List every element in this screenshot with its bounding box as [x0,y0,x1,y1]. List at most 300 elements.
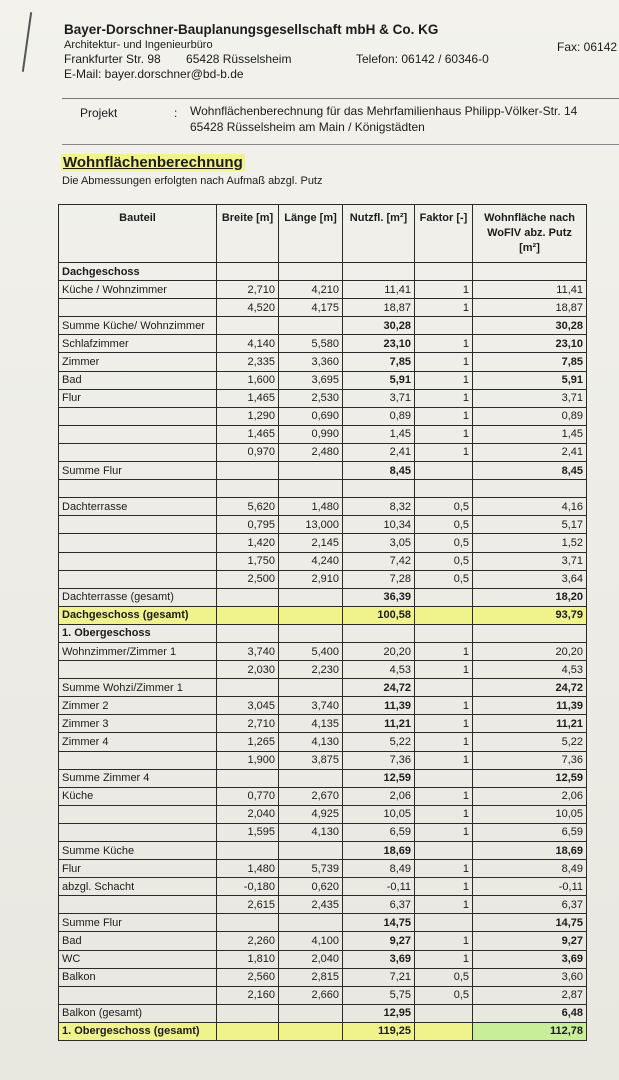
cell-nutzflaeche: 6,59 [343,823,415,841]
cell-wohnflaeche: 14,75 [473,914,587,932]
table-row [59,914,587,932]
table-row [59,263,587,281]
cell-laenge: 2,230 [279,661,343,679]
cell-faktor: 0,5 [415,498,473,516]
table-row [59,353,587,371]
cell-wohnflaeche: 7,36 [473,751,587,769]
table-row [59,443,587,461]
cell-faktor: 1 [415,661,473,679]
table-row [59,588,587,606]
cell-faktor: 1 [415,715,473,733]
cell-breite: 5,620 [217,498,279,516]
cell-wohnflaeche: 5,91 [473,371,587,389]
cell-breite: 2,710 [217,281,279,299]
company-fax: Fax: 06142 [557,40,618,54]
cell-faktor: 1 [415,697,473,715]
cell-breite: 2,500 [217,570,279,588]
cell-wohnflaeche [473,624,587,642]
cell-wohnflaeche: 7,85 [473,353,587,371]
cell-nutzflaeche: 30,28 [343,317,415,335]
cell-laenge: 5,580 [279,335,343,353]
cell-wohnflaeche: 3,60 [473,968,587,986]
table-row [59,299,587,317]
cell-laenge: 0,620 [279,878,343,896]
table-row [59,534,587,552]
cell-nutzflaeche: 36,39 [343,588,415,606]
cell-laenge [279,317,343,335]
cell-breite [217,480,279,498]
cell-nutzflaeche: 0,89 [343,407,415,425]
cell-nutzflaeche: 10,05 [343,805,415,823]
cell-breite: 4,140 [217,335,279,353]
cell-bauteil: Summe Wohzi/Zimmer 1 [59,679,217,697]
cell-breite: 1,900 [217,751,279,769]
cell-bauteil: Zimmer 4 [59,733,217,751]
table-row [59,425,587,443]
cell-laenge: 4,240 [279,552,343,570]
cell-nutzflaeche: 7,28 [343,570,415,588]
cell-faktor [415,624,473,642]
cell-wohnflaeche: 11,21 [473,715,587,733]
cell-faktor: 0,5 [415,552,473,570]
company-subtitle: Architektur- und Ingenieurbüro [64,39,213,51]
header-divider [62,98,619,99]
table-row [59,715,587,733]
table-row [59,606,587,624]
cell-nutzflaeche: 119,25 [343,1022,415,1040]
cell-bauteil: Schlafzimmer [59,335,217,353]
project-description: Wohnflächenberechnung für das Mehrfamilienhaus Philipp-Völker-Str. 14 [190,104,578,118]
cell-wohnflaeche: 18,69 [473,842,587,860]
cell-nutzflaeche: 2,41 [343,443,415,461]
cell-laenge: 3,360 [279,353,343,371]
cell-wohnflaeche: 3,71 [473,389,587,407]
cell-laenge [279,914,343,932]
table-row [59,1022,587,1040]
project-colon: : [174,106,178,120]
table-row [59,407,587,425]
cell-bauteil: Dachterrasse [59,498,217,516]
cell-nutzflaeche: 8,32 [343,498,415,516]
company-address [64,52,291,66]
cell-breite: 3,045 [217,697,279,715]
table-row [59,751,587,769]
cell-nutzflaeche: 11,41 [343,281,415,299]
cell-laenge [279,769,343,787]
cell-bauteil: Balkon (gesamt) [59,1004,217,1022]
cell-faktor: 1 [415,896,473,914]
cell-laenge: 4,130 [279,823,343,841]
cell-faktor: 0,5 [415,968,473,986]
cell-wohnflaeche: 24,72 [473,679,587,697]
cell-breite: 1,600 [217,371,279,389]
cell-nutzflaeche: 9,27 [343,932,415,950]
cell-breite: 1,810 [217,950,279,968]
cell-faktor [415,588,473,606]
cell-laenge: 3,695 [279,371,343,389]
cell-faktor: 1 [415,823,473,841]
cell-faktor [415,1022,473,1040]
table-header-row [59,205,587,263]
cell-bauteil: Zimmer [59,353,217,371]
cell-bauteil: Summe Flur [59,462,217,480]
cell-nutzflaeche: 14,75 [343,914,415,932]
table-row [59,462,587,480]
cell-laenge: 4,175 [279,299,343,317]
cell-faktor [415,914,473,932]
cell-laenge [279,480,343,498]
cell-laenge: 0,990 [279,425,343,443]
header-laenge: Länge [m] [279,205,343,263]
company-email: E-Mail: bayer.dorschner@bd-b.de [64,67,244,81]
cell-bauteil [59,661,217,679]
cell-laenge [279,1022,343,1040]
cell-nutzflaeche: 5,22 [343,733,415,751]
cell-nutzflaeche: 7,85 [343,353,415,371]
cell-breite [217,317,279,335]
cell-bauteil [59,805,217,823]
cell-faktor: 0,5 [415,534,473,552]
cell-nutzflaeche: 7,42 [343,552,415,570]
cell-nutzflaeche: 12,95 [343,1004,415,1022]
table-row [59,932,587,950]
cell-wohnflaeche: 2,87 [473,986,587,1004]
cell-wohnflaeche: -0,11 [473,878,587,896]
company-name: Bayer-Dorschner-Bauplanungsgesellschaft mbH & Co. KG [64,22,439,37]
cell-bauteil [59,443,217,461]
cell-faktor: 1 [415,389,473,407]
cell-bauteil: Summe Küche/ Wohnzimmer [59,317,217,335]
cell-wohnflaeche: 2,41 [473,443,587,461]
project-divider [62,144,619,145]
cell-wohnflaeche: 3,64 [473,570,587,588]
table-row [59,516,587,534]
pen-mark [22,12,32,72]
cell-faktor [415,263,473,281]
cell-bauteil: Zimmer 2 [59,697,217,715]
cell-faktor: 1 [415,443,473,461]
cell-breite: 2,560 [217,968,279,986]
table-row [59,860,587,878]
table-row [59,950,587,968]
cell-faktor [415,769,473,787]
cell-bauteil: Flur [59,860,217,878]
cell-bauteil [59,552,217,570]
cell-wohnflaeche: 5,17 [473,516,587,534]
cell-bauteil [59,407,217,425]
cell-nutzflaeche: 1,45 [343,425,415,443]
cell-faktor: 1 [415,299,473,317]
cell-bauteil [59,986,217,1004]
table-row [59,679,587,697]
cell-breite: 0,770 [217,787,279,805]
cell-bauteil: Dachgeschoss (gesamt) [59,606,217,624]
cell-faktor [415,842,473,860]
cell-bauteil: Küche / Wohnzimmer [59,281,217,299]
cell-laenge: 5,739 [279,860,343,878]
cell-nutzflaeche: 24,72 [343,679,415,697]
cell-breite: 1,290 [217,407,279,425]
project-label: Projekt [80,106,118,120]
cell-faktor [415,462,473,480]
cell-faktor: 1 [415,642,473,660]
cell-wohnflaeche: 4,16 [473,498,587,516]
cell-laenge [279,679,343,697]
cell-breite [217,606,279,624]
cell-bauteil: Zimmer 3 [59,715,217,733]
cell-breite: 1,595 [217,823,279,841]
cell-wohnflaeche: 5,22 [473,733,587,751]
cell-breite: 2,615 [217,896,279,914]
table-row [59,878,587,896]
table-row [59,986,587,1004]
cell-laenge [279,1004,343,1022]
cell-nutzflaeche: 8,45 [343,462,415,480]
table-row [59,787,587,805]
table-row [59,805,587,823]
cell-laenge: 4,135 [279,715,343,733]
table-row [59,371,587,389]
cell-breite: 1,465 [217,425,279,443]
cell-laenge: 2,670 [279,787,343,805]
cell-nutzflaeche: 18,69 [343,842,415,860]
document-title: Wohnflächenberechnung [63,154,243,171]
cell-wohnflaeche: 30,28 [473,317,587,335]
cell-nutzflaeche: 4,53 [343,661,415,679]
cell-wohnflaeche: 12,59 [473,769,587,787]
cell-breite [217,462,279,480]
cell-faktor [415,317,473,335]
cell-laenge: 3,740 [279,697,343,715]
cell-breite [217,769,279,787]
cell-wohnflaeche: 3,69 [473,950,587,968]
cell-nutzflaeche [343,263,415,281]
table-row [59,896,587,914]
header-bauteil: Bauteil [59,205,217,263]
project-location: 65428 Rüsselsheim am Main / Königstädten [190,120,425,134]
cell-faktor: 1 [415,425,473,443]
cell-breite: 1,420 [217,534,279,552]
cell-laenge: 5,400 [279,642,343,660]
cell-nutzflaeche: 12,59 [343,769,415,787]
cell-bauteil [59,299,217,317]
company-city: 65428 Rüsselsheim [186,52,292,66]
cell-bauteil: Dachterrasse (gesamt) [59,588,217,606]
cell-breite [217,588,279,606]
cell-nutzflaeche: 3,69 [343,950,415,968]
cell-bauteil: Küche [59,787,217,805]
cell-breite: 2,335 [217,353,279,371]
cell-nutzflaeche: 3,05 [343,534,415,552]
cell-faktor: 1 [415,281,473,299]
table-row [59,335,587,353]
cell-faktor: 1 [415,787,473,805]
cell-bauteil: Summe Zimmer 4 [59,769,217,787]
cell-faktor: 1 [415,805,473,823]
cell-nutzflaeche: -0,11 [343,878,415,896]
cell-faktor [415,606,473,624]
cell-laenge: 2,435 [279,896,343,914]
cell-wohnflaeche: 10,05 [473,805,587,823]
cell-bauteil: abzgl. Schacht [59,878,217,896]
cell-laenge: 4,210 [279,281,343,299]
cell-laenge [279,462,343,480]
cell-bauteil: 1. Obergeschoss [59,624,217,642]
cell-nutzflaeche [343,624,415,642]
cell-wohnflaeche: 8,45 [473,462,587,480]
cell-bauteil [59,896,217,914]
cell-breite: 1,465 [217,389,279,407]
cell-bauteil: Dachgeschoss [59,263,217,281]
cell-bauteil [59,425,217,443]
cell-laenge [279,606,343,624]
table-row [59,769,587,787]
cell-faktor: 0,5 [415,570,473,588]
cell-wohnflaeche: 3,71 [473,552,587,570]
cell-wohnflaeche: 6,37 [473,896,587,914]
header-breite: Breite [m] [217,205,279,263]
cell-faktor: 1 [415,950,473,968]
table-row [59,389,587,407]
table-row [59,661,587,679]
table-row [59,570,587,588]
cell-nutzflaeche: 23,10 [343,335,415,353]
cell-breite: 1,265 [217,733,279,751]
table-row [59,842,587,860]
cell-bauteil [59,570,217,588]
cell-breite [217,624,279,642]
cell-bauteil: Flur [59,389,217,407]
cell-faktor: 1 [415,371,473,389]
company-street: Frankfurter Str. 98 [64,52,161,66]
cell-bauteil: Bad [59,932,217,950]
table-row [59,498,587,516]
cell-nutzflaeche: 10,34 [343,516,415,534]
header-nutzflaeche: Nutzfl. [m²] [343,205,415,263]
cell-breite: 2,260 [217,932,279,950]
table-row [59,642,587,660]
cell-nutzflaeche: 11,21 [343,715,415,733]
cell-nutzflaeche: 7,36 [343,751,415,769]
cell-bauteil: WC [59,950,217,968]
cell-wohnflaeche: 18,87 [473,299,587,317]
cell-nutzflaeche: 20,20 [343,642,415,660]
cell-faktor [415,1004,473,1022]
cell-breite: 2,710 [217,715,279,733]
cell-laenge: 2,660 [279,986,343,1004]
cell-breite: 2,040 [217,805,279,823]
cell-laenge [279,842,343,860]
cell-wohnflaeche: 1,45 [473,425,587,443]
cell-wohnflaeche: 6,59 [473,823,587,841]
cell-nutzflaeche: 3,71 [343,389,415,407]
cell-wohnflaeche: 9,27 [473,932,587,950]
cell-bauteil [59,480,217,498]
cell-wohnflaeche: 11,41 [473,281,587,299]
cell-nutzflaeche: 5,91 [343,371,415,389]
cell-nutzflaeche: 2,06 [343,787,415,805]
cell-breite: 2,030 [217,661,279,679]
cell-bauteil: Balkon [59,968,217,986]
cell-wohnflaeche: 20,20 [473,642,587,660]
cell-faktor: 0,5 [415,516,473,534]
cell-wohnflaeche: 0,89 [473,407,587,425]
cell-breite: 0,970 [217,443,279,461]
cell-laenge [279,263,343,281]
cell-breite [217,679,279,697]
cell-nutzflaeche: 6,37 [343,896,415,914]
cell-laenge: 3,875 [279,751,343,769]
cell-laenge: 4,925 [279,805,343,823]
table-row [59,968,587,986]
cell-wohnflaeche: 6,48 [473,1004,587,1022]
cell-wohnflaeche: 112,78 [473,1022,587,1040]
cell-faktor: 1 [415,932,473,950]
cell-wohnflaeche: 11,39 [473,697,587,715]
cell-laenge [279,588,343,606]
cell-nutzflaeche: 18,87 [343,299,415,317]
cell-laenge: 2,530 [279,389,343,407]
cell-laenge [279,624,343,642]
cell-nutzflaeche: 100,58 [343,606,415,624]
table-row [59,823,587,841]
cell-breite: 1,750 [217,552,279,570]
cell-breite: 1,480 [217,860,279,878]
cell-breite [217,1022,279,1040]
cell-bauteil: Bad [59,371,217,389]
cell-bauteil [59,823,217,841]
cell-faktor: 1 [415,751,473,769]
cell-wohnflaeche: 2,06 [473,787,587,805]
cell-breite: -0,180 [217,878,279,896]
cell-breite: 3,740 [217,642,279,660]
cell-faktor: 1 [415,335,473,353]
table-row [59,281,587,299]
table-row [59,733,587,751]
table-row [59,317,587,335]
cell-bauteil [59,751,217,769]
measurement-note: Die Abmessungen erfolgten nach Aufmaß abzgl. Putz [62,175,323,187]
cell-wohnflaeche [473,263,587,281]
cell-faktor [415,679,473,697]
cell-wohnflaeche: 18,20 [473,588,587,606]
cell-faktor: 1 [415,407,473,425]
cell-faktor [415,480,473,498]
table-row [59,624,587,642]
table-row [59,480,587,498]
cell-laenge: 0,690 [279,407,343,425]
cell-nutzflaeche: 5,75 [343,986,415,1004]
cell-wohnflaeche: 4,53 [473,661,587,679]
cell-wohnflaeche: 1,52 [473,534,587,552]
header-wohnflaeche: Wohnfläche nach WoFlV abz. Putz [m²] [473,205,587,263]
cell-nutzflaeche [343,480,415,498]
cell-breite: 4,520 [217,299,279,317]
cell-faktor: 1 [415,353,473,371]
cell-wohnflaeche: 93,79 [473,606,587,624]
cell-laenge: 4,130 [279,733,343,751]
table-row [59,1004,587,1022]
area-calculation-table [58,204,587,1041]
cell-wohnflaeche: 8,49 [473,860,587,878]
cell-bauteil [59,516,217,534]
cell-wohnflaeche [473,480,587,498]
cell-breite [217,263,279,281]
cell-wohnflaeche: 23,10 [473,335,587,353]
cell-breite: 2,160 [217,986,279,1004]
header-faktor: Faktor [-] [415,205,473,263]
company-phone: Telefon: 06142 / 60346-0 [356,52,489,66]
